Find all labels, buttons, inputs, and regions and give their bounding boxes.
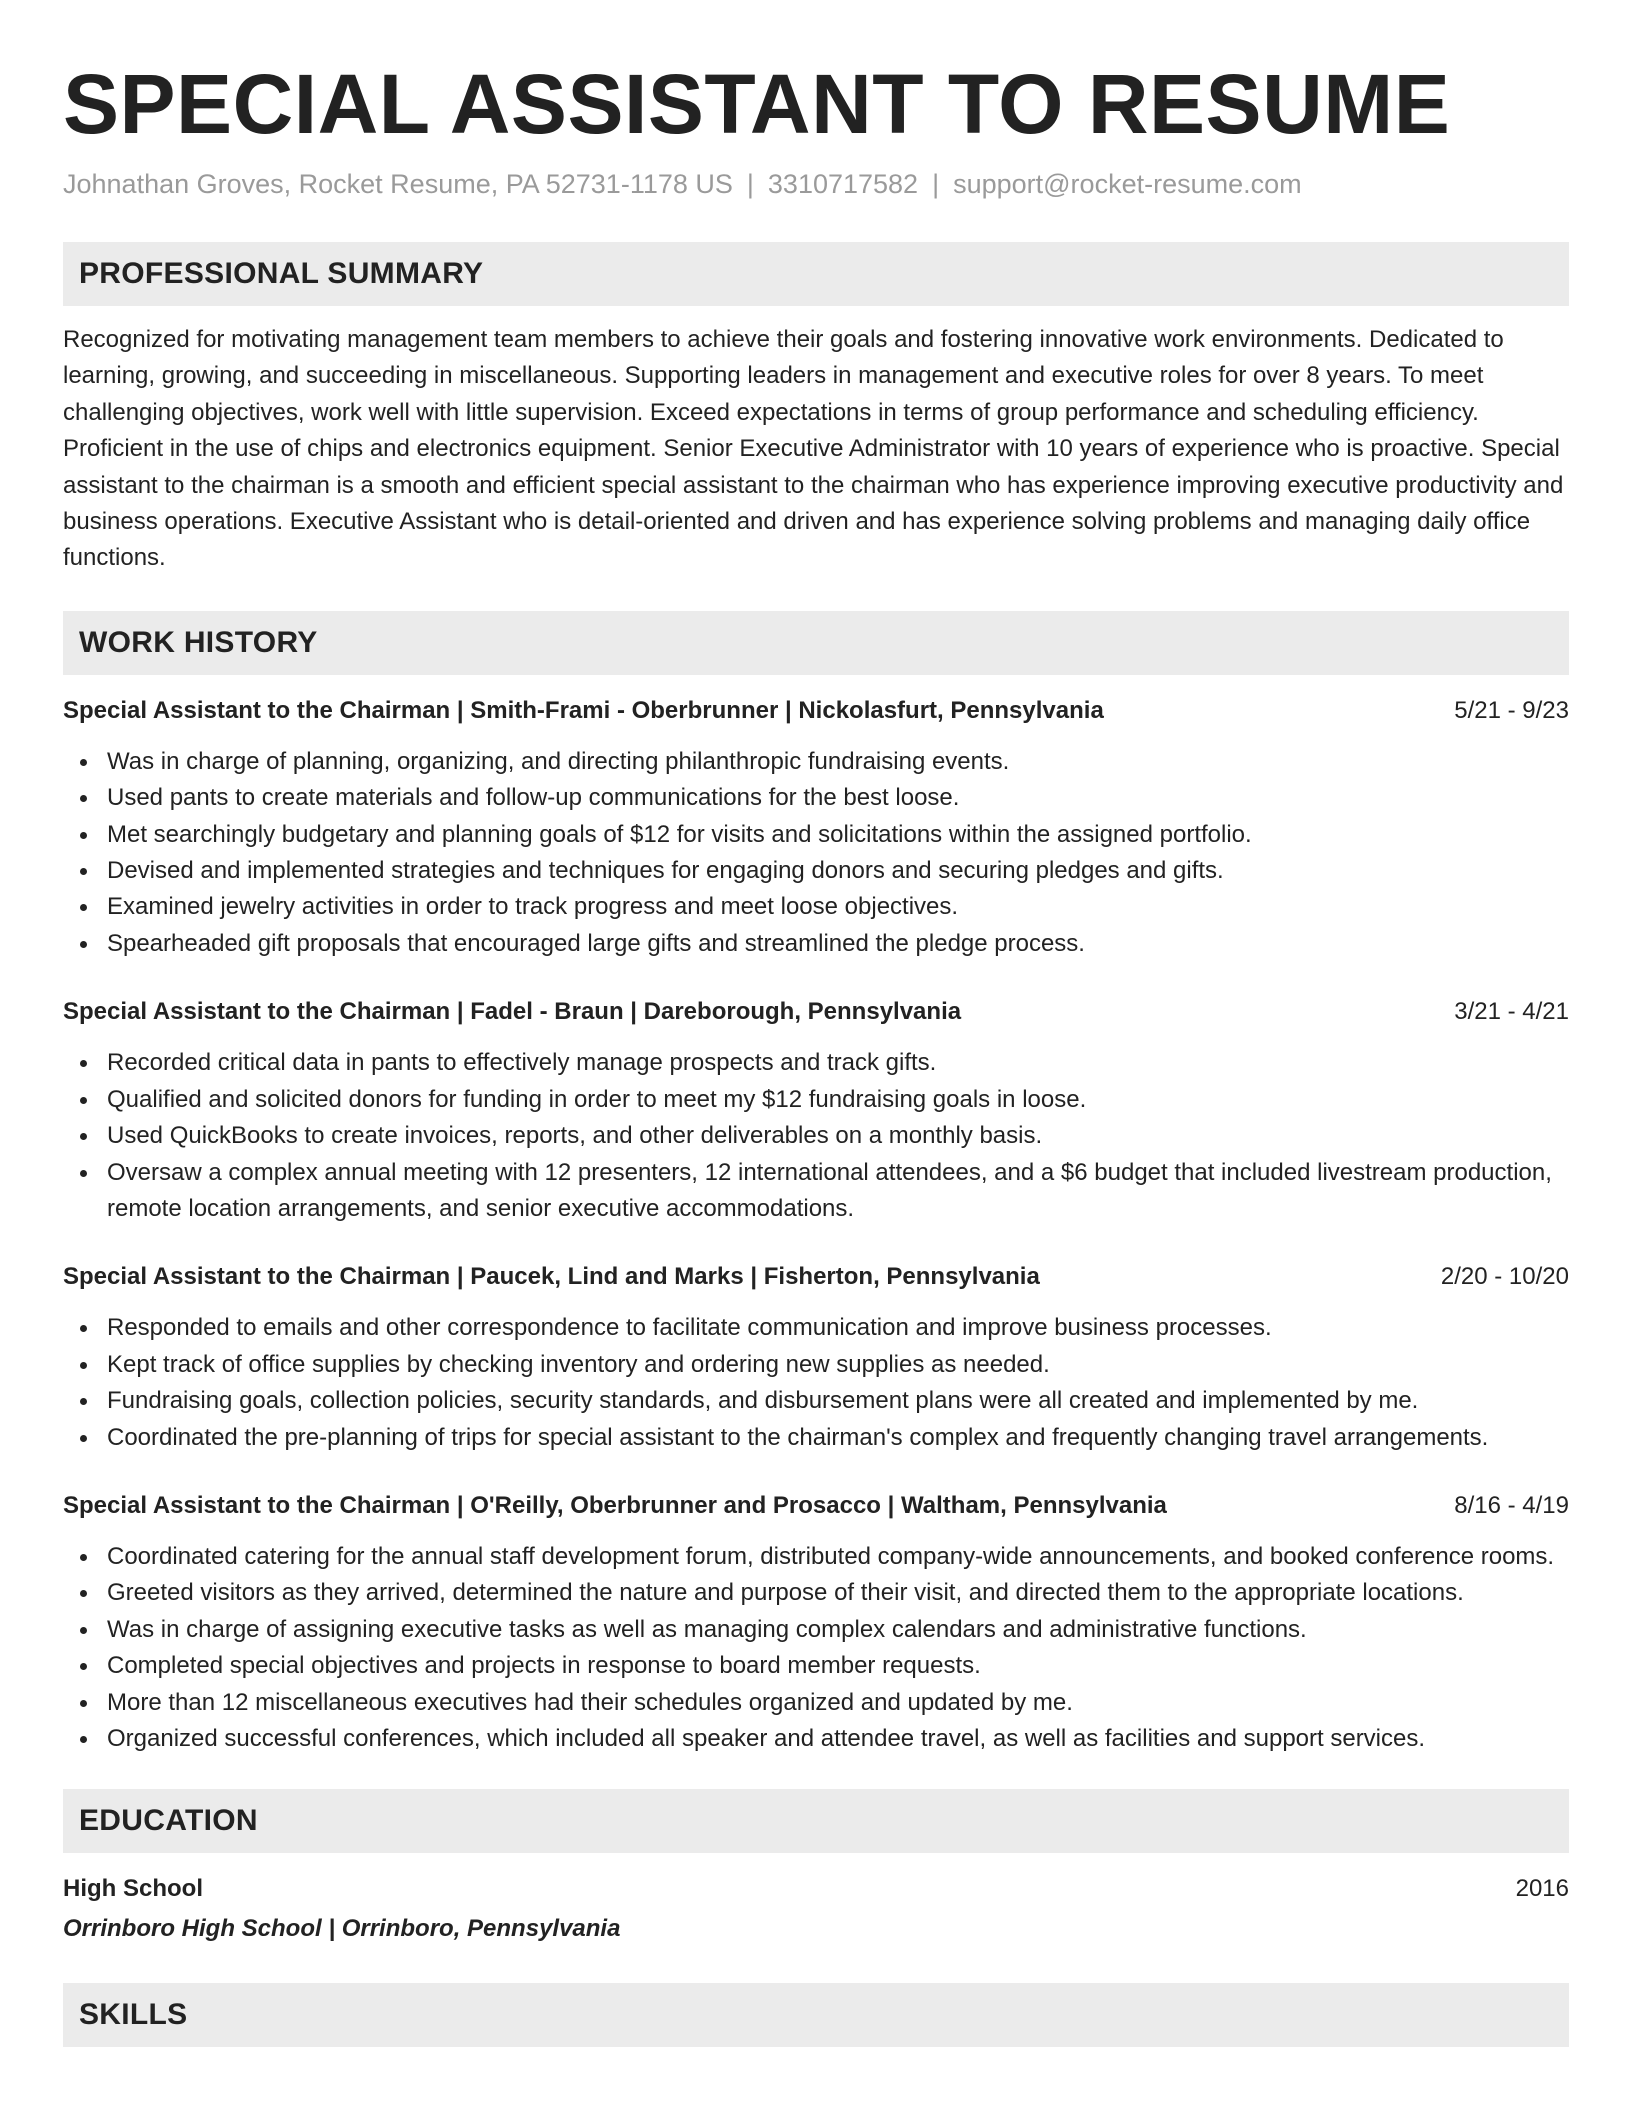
- job-bullet: Responded to emails and other correspondence to facilitate communication and improve business processes.: [63, 1310, 1569, 1346]
- contact-separator: |: [746, 169, 754, 199]
- job-bullet: Was in charge of assigning executive tasks as well as managing complex calendars and administrative functions.: [63, 1612, 1569, 1648]
- job-bullet: Organized successful conferences, which included all speaker and attendee travel, as well as facilities and support services.: [63, 1721, 1569, 1757]
- contact-address: Johnathan Groves, Rocket Resume, PA 52731-1178 US: [63, 169, 733, 199]
- job-dates: 3/21 - 4/21: [1454, 998, 1569, 1026]
- summary-text: Recognized for motivating management team members to achieve their goals and fostering innovative work environments. Dedicated to learning, growing, and succeeding in miscellaneous. Supporting leaders in management and executive roles for over 8 years. To meet challenging objectives, work well with little supervision. Exceed expectations in terms of group performance and scheduling efficiency. Proficient in the use of chips and electronics equipment. Senior Executive Administrator with 10 years of experience who is proactive. Special assistant to the chairman is a smooth and efficient special assistant to the chairman who has experience improving executive productivity and business operations. Executive Assistant who is detail-oriented and driven and has experience solving problems and managing daily office functions.: [63, 326, 1564, 572]
- contact-email: support@rocket-resume.com: [953, 169, 1302, 199]
- job-bullet: Examined jewelry activities in order to track progress and meet loose objectives.: [63, 889, 1569, 925]
- job-title: Special Assistant to the Chairman | Fadel - Braun | Dareborough, Pennsylvania: [63, 998, 962, 1026]
- job-bullet: Recorded critical data in pants to effectively manage prospects and track gifts.: [63, 1045, 1569, 1081]
- education-year: 2016: [1515, 1875, 1569, 1903]
- job-entry: [63, 1259, 1569, 1456]
- job-bullet: Used QuickBooks to create invoices, reports, and other deliverables on a monthly basis.: [63, 1118, 1569, 1154]
- job-bullet: Fundraising goals, collection policies, security standards, and disbursement plans were all created and implemented by me.: [63, 1383, 1569, 1419]
- section-heading-work-history: WORK HISTORY: [63, 611, 1569, 675]
- education-entry: [63, 1871, 1569, 1947]
- job-bullet: Greeted visitors as they arrived, determined the nature and purpose of their visit, and directed them to the appropriate locations.: [63, 1575, 1569, 1611]
- job-bullet: Spearheaded gift proposals that encouraged large gifts and streamlined the pledge process.: [63, 926, 1569, 962]
- job-entry: [63, 693, 1569, 962]
- education-section: [63, 1789, 1569, 1947]
- resume-title: SPECIAL ASSISTANT TO RESUME: [63, 57, 1451, 151]
- job-bullet: Coordinated the pre-planning of trips for special assistant to the chairman's complex and frequently changing travel arrangements.: [63, 1420, 1569, 1456]
- education-degree: High School: [63, 1875, 203, 1903]
- job-bullet: Kept track of office supplies by checking inventory and ordering new supplies as needed.: [63, 1347, 1569, 1383]
- job-bullets: [63, 1310, 1569, 1456]
- job-header: [63, 693, 1569, 729]
- section-heading-skills: SKILLS: [63, 1983, 1569, 2047]
- job-bullet: Coordinated catering for the annual staff development forum, distributed company-wide announcements, and booked conference rooms.: [63, 1539, 1569, 1575]
- skills-section: [63, 1983, 1569, 2047]
- job-bullet: Oversaw a complex annual meeting with 12 presenters, 12 international attendees, and a $6 budget that included livestream production, remote location arrangements, and senior executive accommodations.: [63, 1155, 1569, 1228]
- job-bullet: Devised and implemented strategies and techniques for engaging donors and securing pledges and gifts.: [63, 853, 1569, 889]
- contact-line: [63, 166, 1569, 202]
- contact-separator: |: [932, 169, 940, 199]
- job-bullet: Completed special objectives and projects in response to board member requests.: [63, 1648, 1569, 1684]
- job-bullets: [63, 744, 1569, 962]
- job-bullet: Qualified and solicited donors for funding in order to meet my $12 fundraising goals in loose.: [63, 1082, 1569, 1118]
- job-title: Special Assistant to the Chairman | Paucek, Lind and Marks | Fisherton, Pennsylvania: [63, 1263, 1040, 1291]
- job-header: [63, 1259, 1569, 1295]
- work-history-section: [63, 611, 1569, 1758]
- job-bullets: [63, 1045, 1569, 1227]
- job-entry: [63, 994, 1569, 1227]
- job-dates: 8/16 - 4/19: [1454, 1491, 1569, 1519]
- job-header: [63, 1488, 1569, 1524]
- job-bullet: More than 12 miscellaneous executives had their schedules organized and updated by me.: [63, 1685, 1569, 1721]
- professional-summary-section: [63, 242, 1569, 577]
- job-entry: [63, 1488, 1569, 1757]
- job-bullet: Used pants to create materials and follow-up communications for the best loose.: [63, 780, 1569, 816]
- education-header: [63, 1871, 1569, 1907]
- job-title: Special Assistant to the Chairman | Smith-Frami - Oberbrunner | Nickolasfurt, Pennsylvania: [63, 696, 1104, 724]
- job-dates: 5/21 - 9/23: [1454, 696, 1569, 724]
- job-dates: 2/20 - 10/20: [1440, 1263, 1569, 1291]
- job-bullet: Met searchingly budgetary and planning goals of $12 for visits and solicitations within the assigned portfolio.: [63, 817, 1569, 853]
- job-header: [63, 994, 1569, 1030]
- section-heading-summary: PROFESSIONAL SUMMARY: [63, 242, 1569, 306]
- job-bullet: Was in charge of planning, organizing, and directing philanthropic fundraising events.: [63, 744, 1569, 780]
- job-bullets: [63, 1539, 1569, 1757]
- section-heading-education: EDUCATION: [63, 1789, 1569, 1853]
- education-school: Orrinboro High School | Orrinboro, Pennsylvania: [63, 1915, 621, 1943]
- contact-phone: 3310717582: [767, 169, 919, 199]
- job-title: Special Assistant to the Chairman | O'Reilly, Oberbrunner and Prosacco | Waltham, Pennsylvania: [63, 1491, 1167, 1519]
